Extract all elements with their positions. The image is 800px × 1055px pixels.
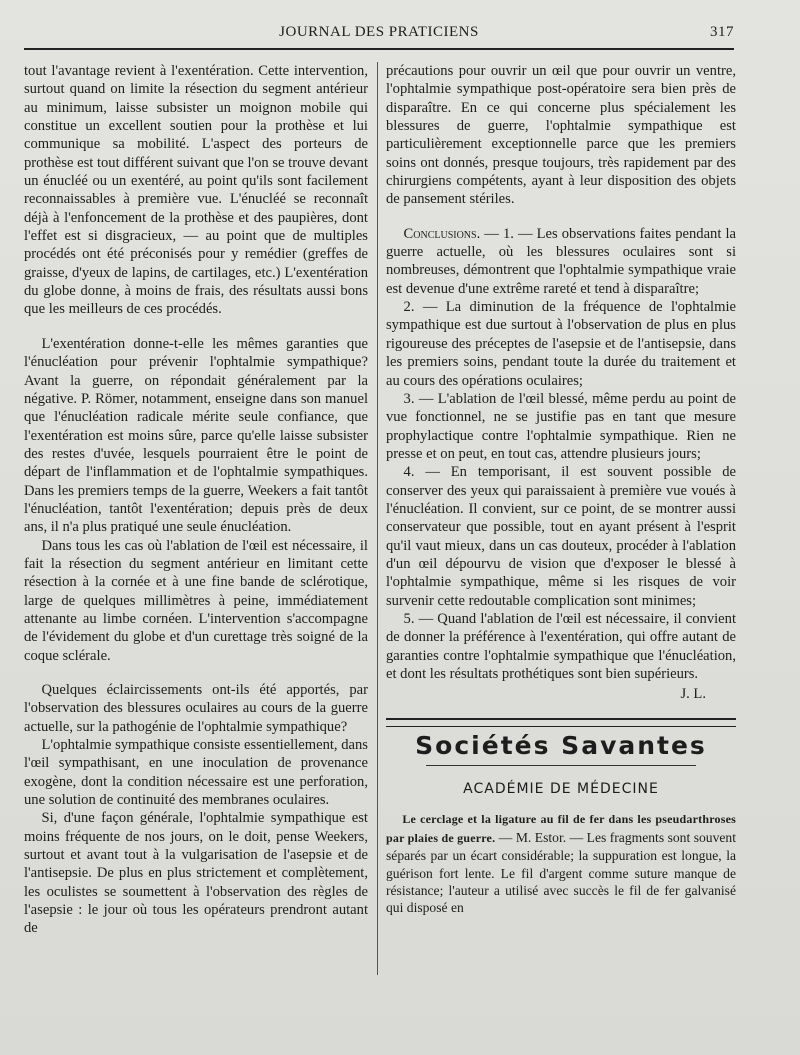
paragraph: L'ophtalmie sympathique consiste essentiellement, dans l'œil sympathisant, en une inoculation de provenance exogène, dont la condition nécessaire est une perforation, une solution de continuité des membranes oculaires. [24,737,368,809]
conclusions-label: Conclusions. [403,225,481,242]
paragraph: précautions pour ouvrir un œil que pour ouvrir un ventre, l'ophtalmie sympathique post-opératoire sera bien près de disparaître. En ce qui concerne plus spécialement les blessures de guerre, l'ophtalmie sympathique est particulièrement exceptionnelle parce que les premiers soins ont donnés, presque toujours, très rapidement par des chirurgiens compétents, ayant à leur disposition des objets de pansement stériles. [386,63,736,208]
paragraph: tout l'avantage revient à l'exentération. Cette intervention, surtout quand on limite la résection du segment antérieur au minimum, laisse subsister un moignon mobile qui constitue un excellent soutien pour la prothèse et lui communique sa mobilité. L'aspect des porteurs de prothèse est tout différent suivant que l'on se trouve devant un énucléé ou un exentéré, au point qu'ils sont facilement reconnaissables à première vue. L'énucléé se reconnaît déjà à l'enfoncement de la prothèse et des paupières, dont l'effet est si disgracieux, — au point que de multiples procédés ont été préconisés pour y remédier (greffes de graisse, d'yeux de lapins, de cartilages, etc.) L'exentération du globe donne, à moins de frais, des résultats aussi bons que les meilleurs de ces procédés. [24,63,369,318]
subsection-title: ACADÉMIE DE MÉDECINE [463,781,659,798]
article-title: Le cerclage et la ligature au fil de fer dans les pseudarthroses par plaies de guerre. [386,812,736,845]
right-column [386,62,736,917]
subsection-rule [426,765,696,766]
conclusion-3: 3. — L'ablation de l'œil blessé, même perdu au point de vue fonctionnel, ne se justifie pas en tant que mesure prophylactique contre l'ophtalmie sympathique. Rien ne presse et on peut, en tout cas, attendre plusieurs jours; [386,390,736,462]
section-title: Sociétés Savantes [415,730,707,760]
conclusion-1: — 1. — Les observations faites pendant la guerre actuelle, où les blessures oculaires sont si nombreuses, démontrent que l'ophtalmie sympathique vraie est devenue d'une extrême rareté et tend à disparaître; [386,225,736,297]
paragraph: Quelques éclaircissements ont-ils été apportés, par l'observation des blessures oculaires au cours de la guerre actuelle, sur la pathogénie de l'ophtalmie sympathique? [24,682,368,735]
article-paragraph [386,810,736,916]
section-rule [386,718,736,727]
conclusion-4: 4. — En temporisant, il est souvent possible de conserver des yeux qui paraissaient à première vue voués à l'énucléation. Il convient, sur ce point, de se montrer aussi conservateur que possible, tout en ayant présent à l'esprit qu'il vaut mieux, dans un cas douteux, procéder à l'ablation d'un œil dépourvu de vision que d'exposer le blessé à l'ophtalmie sympathique, même si les risques de voir survenir cette redoutable complication sont minimes; [386,464,736,609]
article-text: Les fragments sont souvent séparés par un écart considérable; la suppuration est longue, la guérison fort lente. Le fil d'argent comme suture manque de résistance; l'auteur a utilisé avec succès le fil de fer galvanisé qui disposé en [386,829,736,916]
paragraph: L'exentération donne-t-elle les mêmes garanties que l'énucléation pour prévenir l'ophtalmie sympathique? Avant la guerre, on répondait généralement par la négative. P. Römer, notamment, enseigne dans son manuel que l'énucléation radicale mérite seule confiance, que l'exentération est moins sûre, parce qu'elle laisse subsister des restes d'uvée, lesquels pourraient être le point de départ de l'inflammation et de l'ophtalmie sympathiques. Dans les premiers temps de la guerre, Weekers a fait tantôt l'énucléation, tantôt l'exentération; depuis près de deux ans, il n'a plus pratiqué une seule énucléation. [24,335,368,536]
page-number: 317 [710,24,734,40]
journal-title: JOURNAL DES PRATICIENS [279,24,479,40]
conclusion-5: 5. — Quand l'ablation de l'œil est nécessaire, il convient de donner la préférence à l'exentération, qui offre autant de garanties contre l'ophtalmie sympathique que l'énucléation, et dont les résultats prothétiques sont bien supérieurs. [386,610,736,682]
paragraph: Si, d'une façon générale, l'ophtalmie sympathique est moins fréquente de nos jours, on le doit, pense Weekers, surtout et avant tout à la vulgarisation de l'asepsie et de l'antisepsie. De plus en plus strictement et complètement, les oculistes se soumettent à l'observation des règles de l'asepsie : le jour où tous les opérateurs prendront autant de [24,810,368,937]
running-header [24,22,734,46]
column-divider [377,62,378,975]
left-column [24,62,368,938]
paragraph: Dans tous les cas où l'ablation de l'œil est nécessaire, il fait la résection du segment antérieur en limitant cette résection à la cornée et à une fine bande de sclérotique, large de quelques millimètres à peine, immédiatement attenante au limbe cornéen. L'intervention s'accompagne de l'évidement du globe et d'un curettage très soigné de la coque sclérale. [24,537,368,664]
signature: J. L. [680,686,706,703]
conclusion-2: 2. — La diminution de la fréquence de l'ophtalmie sympathique est due surtout à l'observation de plus en plus rigoureuse des préceptes de l'asepsie et de l'antisepsie, dans les premiers soins, pendant toute la durée du traitement et au cours des opérations oculaires; [386,299,736,389]
header-rule [24,48,734,50]
conclusions-paragraph [386,225,736,298]
article-author: — M. Estor. — [498,829,584,845]
